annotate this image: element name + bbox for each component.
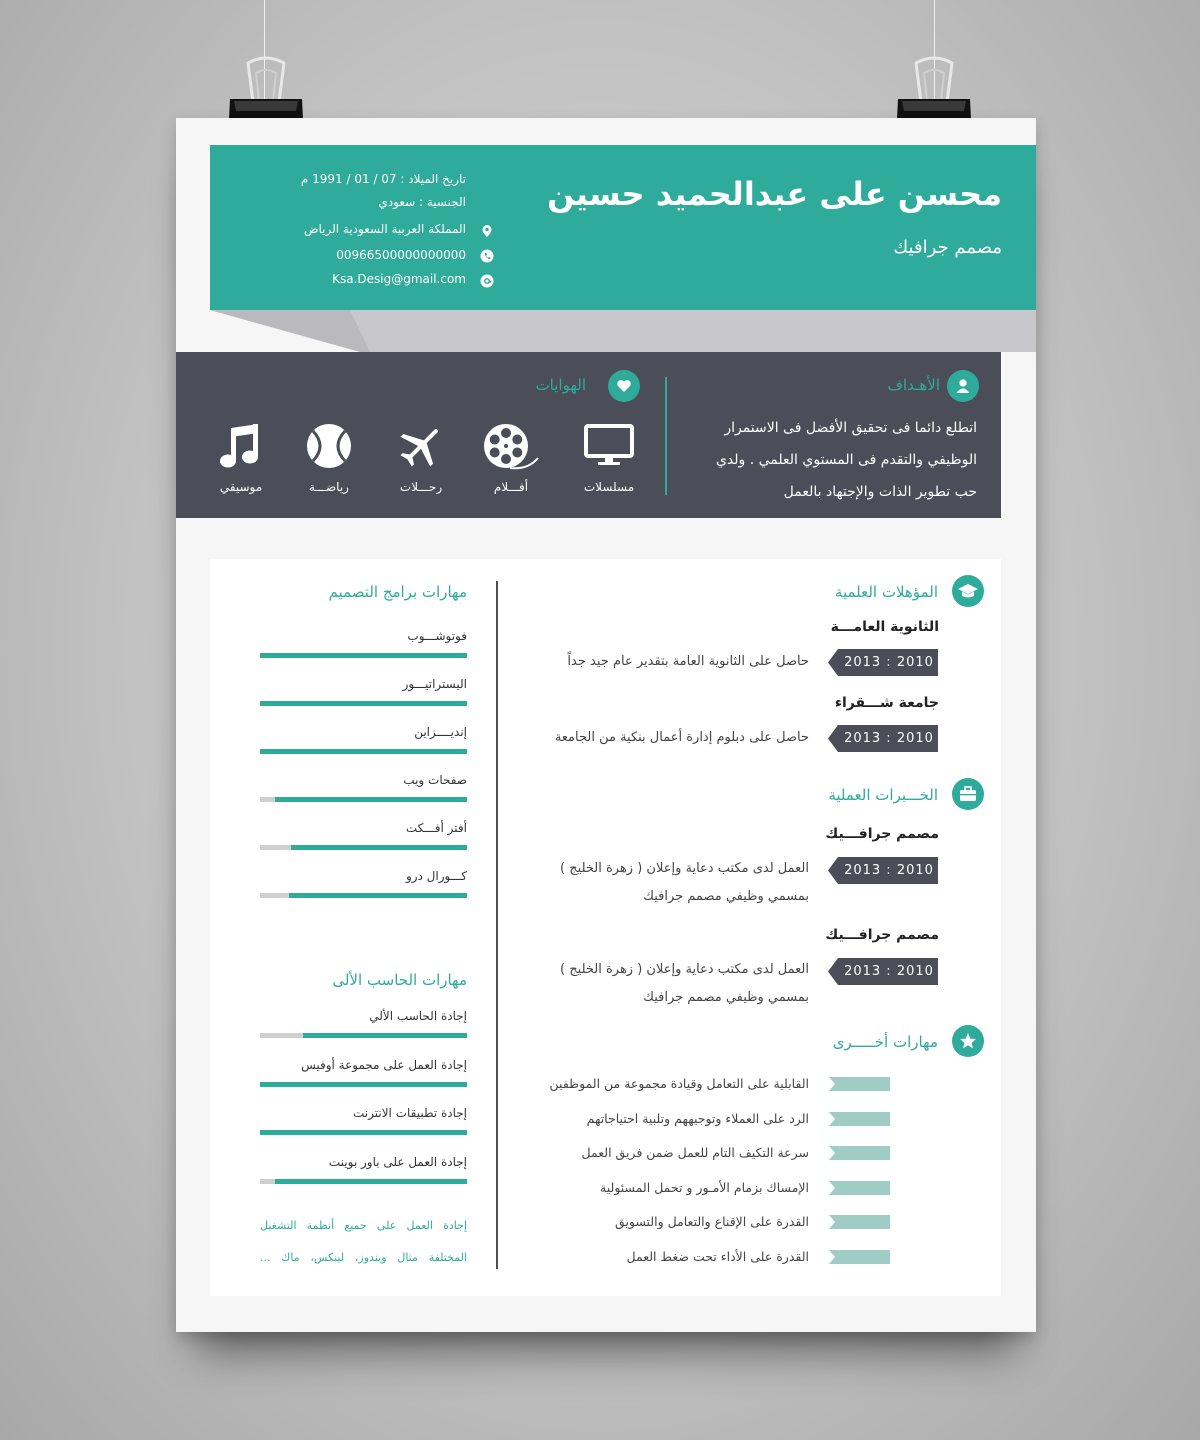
- hobby-label: مسلسلات: [583, 480, 635, 494]
- design-skill-bar-fill: [289, 893, 467, 898]
- band-divider: [665, 377, 667, 495]
- experience-title: الخـــبرات العملية: [828, 786, 938, 804]
- other-skills-title: مهارات أخـــــرى: [832, 1033, 938, 1051]
- design-skill-bar: [260, 893, 467, 898]
- design-skill-name: اليستراتيـــور: [402, 677, 467, 691]
- computer-skill-name: إجادة العمل على باور بوينت: [328, 1154, 467, 1169]
- computer-skill-bar-fill: [260, 1130, 467, 1135]
- other-skill-bar: [829, 1181, 890, 1195]
- phone-icon: [480, 249, 494, 263]
- hobby-tv: [569, 422, 649, 494]
- user-icon: [954, 377, 972, 395]
- qualifications-badge: [952, 575, 984, 607]
- design-skill-bar: [260, 845, 467, 850]
- hobby-travel: [381, 422, 461, 494]
- date-range: 2013 : 2010: [844, 655, 934, 670]
- design-skill-name: كـــورال درو: [405, 869, 467, 883]
- date-tag: [828, 725, 938, 752]
- computer-skill-name: إجادة العمل على مجموعة أوفيس: [301, 1057, 467, 1072]
- computer-skills-note: [260, 1219, 467, 1232]
- resume-sheet: [176, 118, 1036, 1332]
- objectives-badge: [947, 370, 979, 402]
- hobbies-badge: [608, 370, 640, 402]
- objective-line: حب تطوير الذات والإجتهاد بالعمل: [783, 484, 977, 500]
- qualification-desc: [567, 649, 809, 675]
- qualifications-title: المؤهلات العلمية: [834, 583, 938, 601]
- address: المملكة العربية السعودية الرياض: [303, 222, 466, 236]
- nationality: الجنسية : سعودي: [378, 195, 466, 209]
- design-skill-name: صفحات ويب: [403, 773, 467, 787]
- other-skills-badge: [952, 1025, 984, 1057]
- computer-skill-bar-fill: [275, 1179, 468, 1184]
- ribbon-fold: [210, 310, 1036, 354]
- design-skill-bar-fill: [260, 653, 467, 658]
- resume-header: [210, 145, 1036, 310]
- date-range: 2013 : 2010: [844, 731, 934, 746]
- hobbies-title: الهوايات: [535, 376, 586, 394]
- birth-date: تاريخ الميلاد : 07 / 01 / 1991 م: [300, 172, 466, 186]
- objectives-title: الأهـداف: [887, 376, 940, 394]
- desc-line: العمل لدى مكتب دعاية وإعلان ( زهرة الخليج ): [560, 962, 809, 977]
- hobby-label: أفـــلام: [493, 480, 529, 494]
- hobby-music: [201, 422, 281, 494]
- experience-desc: [560, 855, 809, 911]
- hobby-sports: [289, 422, 369, 494]
- hobby-label: رحـــلات: [399, 480, 443, 494]
- briefcase-icon: [959, 786, 977, 802]
- desc-line: بمسمي وظيفي مصمم جرافيك: [643, 889, 809, 904]
- computer-skill-bar: [260, 1179, 467, 1184]
- objectives-text: [677, 412, 977, 508]
- date-range: 2013 : 2010: [844, 964, 934, 979]
- column-divider: [496, 581, 498, 1269]
- job-title: مصمم جرافيك: [893, 237, 1002, 258]
- computer-skill-bar: [260, 1130, 467, 1135]
- qualification-title: جامعة شـــقراء: [834, 695, 939, 711]
- date-range: 2013 : 2010: [844, 863, 934, 878]
- computer-skills-title: مهارات الحاسب الألى: [332, 971, 467, 989]
- design-skill-name: أفتر أفـــكت: [405, 821, 467, 835]
- note-line: المختلفة مثال ويندوز، لينكس، ماك ...: [260, 1251, 467, 1264]
- objective-line: اتطلع دائما فى تحقيق الأفضل فى الاستمرار: [724, 420, 977, 436]
- other-skill-item: القدرة على الإقناع والتعامل والتسويق: [615, 1214, 809, 1230]
- star-icon: [959, 1032, 977, 1050]
- design-skills-title: مهارات برامج التصميم: [328, 583, 467, 601]
- design-skill-bar-fill: [260, 749, 467, 754]
- design-skill-bar: [260, 653, 467, 658]
- design-skill-bar: [260, 797, 467, 802]
- computer-skill-bar-fill: [303, 1033, 467, 1038]
- computer-skill-bar: [260, 1082, 467, 1087]
- desc-line: بمسمي وظيفي مصمم جرافيك: [643, 990, 809, 1005]
- computer-skill-name: إجادة تطبيقات الانترنت: [353, 1106, 467, 1120]
- computer-skill-name: إجادة الحاسب الألي: [369, 1009, 467, 1023]
- ball-icon: [305, 422, 353, 470]
- other-skill-item: القدرة على الأداء تحت ضغط العمل: [626, 1249, 809, 1264]
- computer-skill-bar-fill: [260, 1082, 467, 1087]
- airplane-icon: [396, 422, 446, 470]
- note-line: إجادة العمل على جميع أنظمة التشغيل: [260, 1219, 467, 1232]
- other-skill-item: سرعة التكيف التام للعمل ضمن فريق العمل: [581, 1145, 809, 1161]
- objective-line: الوظيفي والتقدم فى المستوي العلمي . ولدي: [715, 452, 977, 468]
- design-skill-name: إنديــــزاين: [414, 725, 467, 739]
- hobby-label: رياضـــة: [309, 480, 349, 494]
- computer-skills-note: [260, 1251, 467, 1264]
- design-skill-bar-fill: [291, 845, 467, 850]
- design-skill-bar: [260, 701, 467, 706]
- content-panel: [210, 559, 1001, 1296]
- other-skill-bar: [829, 1146, 890, 1160]
- experience-title: مصمم جرافـــيك: [825, 927, 939, 943]
- music-note-icon: [218, 422, 264, 470]
- email-address: Ksa.Desig@gmail.com: [332, 272, 466, 286]
- heart-icon: [616, 378, 632, 394]
- design-skill-name: فوتوشـــوب: [407, 629, 467, 643]
- hobby-label: موسيقي: [219, 480, 263, 494]
- phone-number: 00966500000000000: [336, 248, 466, 262]
- other-skill-bar: [829, 1112, 890, 1126]
- date-tag: [828, 958, 938, 985]
- desc-line: حاصل على دبلوم إدارة أعمال بنكية من الجامعة: [554, 730, 809, 745]
- design-skill-bar: [260, 749, 467, 754]
- desc-line: حاصل على الثانوية العامة بتقدير عام جيد جداً: [567, 654, 809, 669]
- hobby-films: [471, 422, 551, 494]
- graduation-cap-icon: [958, 583, 978, 599]
- design-skill-bar-fill: [275, 797, 468, 802]
- email-icon: [480, 274, 494, 288]
- other-skill-bar: [829, 1077, 890, 1091]
- experience-title: مصمم جرافـــيك: [825, 826, 939, 842]
- date-tag: [828, 649, 938, 676]
- film-reel-icon: [480, 422, 542, 470]
- design-skill-bar-fill: [260, 701, 467, 706]
- experience-badge: [952, 778, 984, 810]
- location-pin-icon: [480, 224, 494, 238]
- other-skill-item: الرد على العملاء وتوجيههم وتلبية احتياجاتهم: [586, 1110, 809, 1126]
- computer-skill-bar: [260, 1033, 467, 1038]
- qualification-title: الثانوية العامـــة: [830, 619, 939, 635]
- qualification-desc: [555, 725, 809, 751]
- date-tag: [828, 857, 938, 884]
- experience-desc: [560, 956, 809, 1012]
- objectives-hobbies-band: [176, 352, 1001, 518]
- tv-icon: [583, 422, 635, 470]
- other-skill-bar: [829, 1250, 890, 1264]
- person-name: محسن على عبدالحميد حسين: [547, 175, 1002, 213]
- other-skill-bar: [829, 1215, 890, 1229]
- other-skill-item: القابلية على التعامل وقيادة مجموعة من الموظفين: [549, 1076, 809, 1091]
- desc-line: العمل لدى مكتب دعاية وإعلان ( زهرة الخليج ): [560, 861, 809, 876]
- other-skill-item: الإمساك بزمام الأمـور و تحمل المسئولية: [600, 1179, 809, 1195]
